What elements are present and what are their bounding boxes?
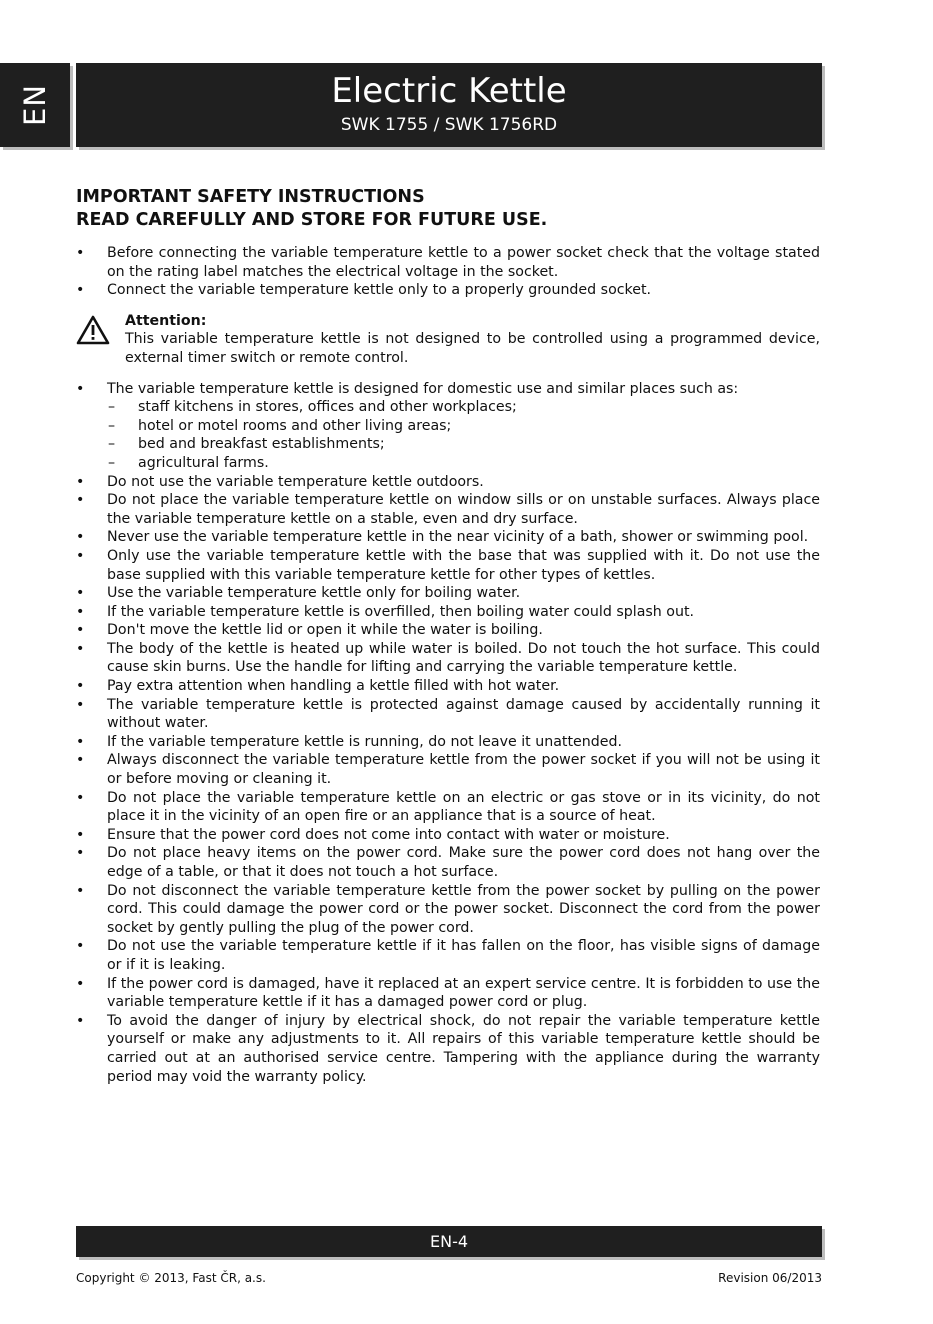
list-item: • Do not place the variable temperature kettle on window sills or on unstable surfaces. Always place the variable temperature kettle on a stable, even and dry surface.	[76, 491, 820, 528]
revision-label: Revision 06/2013	[718, 1271, 822, 1285]
heading-line-1: IMPORTANT SAFETY INSTRUCTIONS	[76, 187, 425, 207]
list-item: • If the variable temperature kettle is running, do not leave it unattended.	[76, 733, 820, 752]
sub-list-item: – agricultural farms.	[107, 454, 820, 473]
language-tab	[0, 63, 70, 147]
language-code: EN	[18, 83, 52, 127]
list-item: • Connect the variable temperature kettle only to a properly grounded socket.	[76, 281, 820, 300]
attention-title: Attention:	[125, 312, 207, 329]
list-item: • If the power cord is damaged, have it replaced at an expert service centre. It is forbidden to use the variable temperature kettle if it has a damaged power cord or plug.	[76, 975, 820, 1012]
model-number: SWK 1755 / SWK 1756RD	[340, 115, 558, 135]
list-item: • Ensure that the power cord does not come into contact with water or moisture.	[76, 826, 820, 845]
page-number-bar	[76, 1226, 822, 1257]
list-item: • Only use the variable temperature kettle with the base that was supplied with it. Do not use the base supplied with this variable temperature kettle for other types of kettles.	[76, 547, 820, 584]
list-item: • Never use the variable temperature kettle in the near vicinity of a bath, shower or swimming pool.	[76, 528, 820, 547]
list-item: • Do not use the variable temperature kettle outdoors.	[76, 473, 820, 492]
document-title: Electric Kettle	[331, 71, 567, 111]
list-item: • Do not place the variable temperature kettle on an electric or gas stove or in its vicinity, do not place it in the vicinity of an open fire or an appliance that is a source of heat.	[76, 789, 820, 826]
list-item: • Always disconnect the variable temperature kettle from the power socket if you will not be using it or before moving or cleaning it.	[76, 751, 820, 788]
list-item: • Before connecting the variable temperature kettle to a power socket check that the voltage stated on the rating label matches the electrical voltage in the socket.	[76, 244, 820, 281]
list-item: • Do not disconnect the variable temperature kettle from the power socket by pulling on the power cord. This could damage the power cord or the power socket. Disconnect the cord from the power socket by gently pulling the plug of the power cord.	[76, 882, 820, 938]
use-intro: The variable temperature kettle is designed for domestic use and similar places such as:	[107, 380, 739, 397]
list-item: • Don't move the kettle lid or open it while the water is boiling.	[76, 621, 820, 640]
section-heading	[76, 186, 820, 232]
list-item: • The variable temperature kettle is protected against damage caused by accidentally running it without water.	[76, 696, 820, 733]
list-item: • Use the variable temperature kettle only for boiling water.	[76, 584, 820, 603]
bullet-list-b	[76, 380, 820, 1087]
sub-list-item: – bed and breakfast establishments;	[107, 435, 820, 454]
bullet-list-a	[76, 244, 820, 300]
use-places-list	[107, 398, 820, 472]
heading-line-2: READ CAREFULLY AND STORE FOR FUTURE USE.	[76, 210, 548, 230]
attention-text: This variable temperature kettle is not designed to be controlled using a programmed device, external timer switch or remote control.	[125, 331, 820, 366]
list-item: • The body of the kettle is heated up while water is boiled. Do not touch the hot surface. This could cause skin burns. Use the handle for lifting and carrying the variable temperature kettle.	[76, 640, 820, 677]
list-item: • If the variable temperature kettle is overfilled, then boiling water could splash out.	[76, 603, 820, 622]
page-number: EN-4	[429, 1232, 469, 1251]
sub-list-item: – hotel or motel rooms and other living areas;	[107, 417, 820, 436]
sub-list-item: – staff kitchens in stores, offices and other workplaces;	[107, 398, 820, 417]
list-item: • Do not place heavy items on the power cord. Make sure the power cord does not hang over the edge of a table, or that it does not touch a hot surface.	[76, 844, 820, 881]
list-item	[76, 380, 820, 473]
warning-triangle-icon	[76, 315, 110, 345]
list-item: • To avoid the danger of injury by electrical shock, do not repair the variable temperature kettle yourself or make any adjustments to it. All repairs of this variable temperature kettle should be carried out at an authorised service centre. Tampering with the appliance during the warranty period may void the warranty policy.	[76, 1012, 820, 1086]
safety-instructions	[76, 186, 820, 1086]
attention-notice	[76, 312, 820, 368]
copyright-notice: Copyright © 2013, Fast ČR, a.s.	[76, 1271, 266, 1285]
list-item: • Do not use the variable temperature kettle if it has fallen on the floor, has visible signs of damage or if it is leaking.	[76, 937, 820, 974]
title-bar	[76, 63, 822, 147]
list-item: • Pay extra attention when handling a kettle filled with hot water.	[76, 677, 820, 696]
